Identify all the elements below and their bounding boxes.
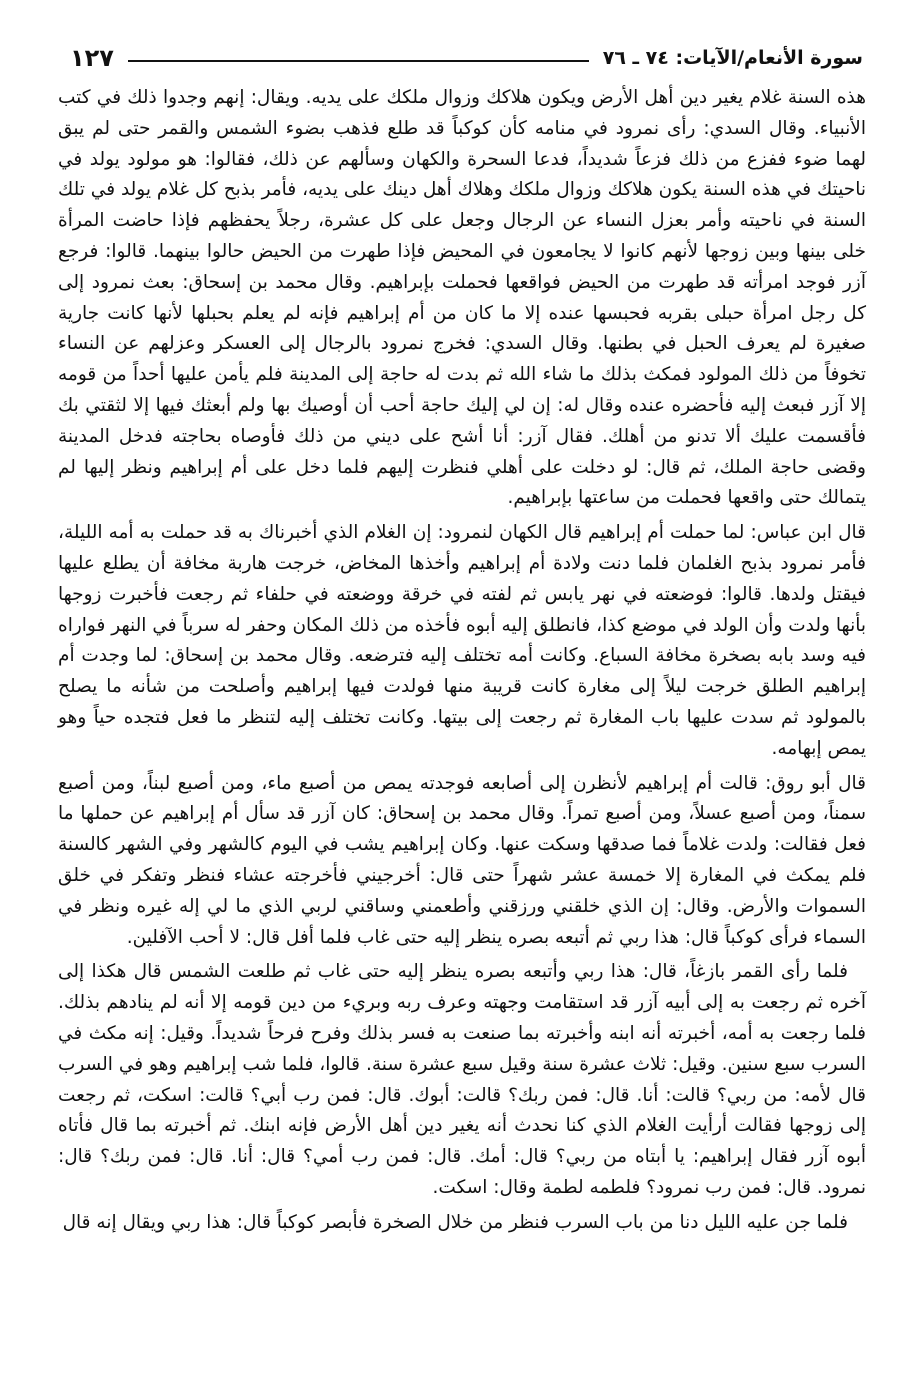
paragraph: هذه السنة غلام يغير دين أهل الأرض ويكون هلاكك وزوال ملكك على يديه. ويقال: إنهم وجدوا ذلك في كتب الأنبياء. وقال السدي: رأى نمرود في منامه كأن كوكباً قد طلع فذهب بضوء الشمس والقمر حتى لم يبق لهما ضوء ففزع من ذلك فزعاً شديداً، فدعا السحرة والكهان وسألهم عن ذلك، فقالوا: هو مولود يولد في ناحيتك في هذه السنة يكون هلاكك وزوال ملكك وهلاك أهل دينك على يديه، فأمر بذبح كل غلام يولد في تلك السنة في ناحيته وأمر بعزل النساء عن الرجال وجعل على كل عشرة، رجلاً يحفظهم فإذا حاضت المرأة خلى بينها وبين زوجها لأنهم كانوا لا يجامعون في المحيض فإذا طهرت من الحيض حالوا بينهما. قالوا: فرجع آزر فوجد امرأته قد طهرت من الحيض فواقعها فحملت بإبراهيم. وقال محمد بن إسحاق: بعث نمرود إلى كل رجل امرأة حبلى بقربه فحبسها عنده إلا ما كان من أم إبراهيم فإنه لم يعلم بحبلها لأنها كانت جارية صغيرة لم يعرف الحبل في بطنها. وقال السدي: فخرج نمرود بالرجال إلى العسكر وعزلهم عن النساء تخوفاً من ذلك المولود فمكث بذلك ما شاء الله ثم بدت له حاجة إلى المدينة فلم يأمن عليها أحداً من قومه إلا آزر فبعث إليه فأحضره عنده وقال له: إن لي إليك حاجة أحب أن أوصيك بها ولم أبعثك فيها إلا لثقتي بك فأقسمت عليك ألا تدنو من أهلك. فقال آزر: أنا أشح على ديني من ذلك فأوصاه بحاجته فدخل المدينة وقضى حاجة الملك، ثم قال: لو دخلت على أهلي فنظرت إليهم فلما دخل على أم إبراهيم ونظر إليها لم يتمالك حتى واقعها فحملت من ساعتها بإبراهيم. [58, 87, 866, 509]
paragraph: قال ابن عباس: لما حملت أم إبراهيم قال الكهان لنمرود: إن الغلام الذي أخبرناك به قد حملت به أمه الليلة، فأمر نمرود بذبح الغلمان فلما دنت ولادة أم إبراهيم وأخذها المخاض، خرجت هاربة مخافة أن يطلع عليها فيقتل ولدها. قالوا: فوضعته في نهر يابس ثم لفته في خرقة ووضعته في حلفاء ثم رجعت فأخبرت زوجها بأنها ولدت وأن الولد في موضع كذا، فانطلق إليه أبوه فأخذه من ذلك المكان وحفر له سرباً في النهر فواراه فيه وسد بابه بصخرة مخافة السباع. وكانت أمه تختلف إليه فترضعه. وقال محمد بن إسحاق: لما وجدت أم إبراهيم الطلق خرجت ليلاً إلى مغارة كانت قريبة منها فولدت فيها إبراهيم وأصلحت من شأنه ما يصلح بالمولود ثم سدت عليها باب المغارة ثم رجعت إلى بيتها. وكانت تختلف إليه لتنظر ما فعل فتجده حياً وهو يمص إبهامه. [58, 522, 866, 759]
page-body [58, 83, 866, 1238]
sura-title: سورة الأنعام/الآيات: ٧٤ ـ ٧٦ [602, 47, 863, 69]
header-divider [128, 60, 589, 62]
page-header [70, 38, 863, 78]
paragraph: قال أبو روق: قالت أم إبراهيم لأنظرن إلى أصابعه فوجدته يمص من أصبع ماء، ومن أصبع لبناً، ومن أصبع سمناً، ومن أصبع عسلاً، ومن أصبع تمراً. وقال محمد بن إسحاق: كان آزر قد سأل أم إبراهيم عن حملها ما فعل فقالت: ولدت غلاماً فما صدقها وسكت عنها. وكان إبراهيم يشب في اليوم كالشهر وفي الشهر كالسنة فلم يمكث في المغارة إلا خمسة عشر شهراً حتى قال: أخرجيني فأخرجته عشاء فنظر وتفكر في خلق السموات والأرض. وقال: إن الذي خلقني ورزقني وأطعمني وساقني لربي الذي ما لي إله غيره ونظر في السماء فرأى كوكباً قال: هذا ربي ثم أتبعه بصره ينظر إليه حتى غاب فلما أفل قال: لا أحب الآفلين. [58, 772, 866, 948]
page-number: ١٢٧ [70, 44, 114, 72]
paragraph: فلما جن عليه الليل دنا من باب السرب فنظر من خلال الصخرة فأبصر كوكباً قال: هذا ربي ويقال إنه قال [62, 1211, 848, 1233]
paragraph: فلما رأى القمر بازغاً، قال: هذا ربي وأتبعه بصره ينظر إليه حتى غاب ثم طلعت الشمس قال هكذا إلى آخره ثم رجعت به إلى أبيه آزر قد استقامت وجهته وعرف ربه وبريء من دين قومه إلا أنه لم ينادهم بذلك. فلما رجعت به أمه، أخبرته أنه ابنه وأخبرته بما صنعت به فسر بذلك وفرح فرحاً شديداً. وقيل: إنه مكث في السرب سبع سنين. وقيل: ثلاث عشرة سنة وقيل سبع عشرة سنة. قالوا، فلما شب إبراهيم وهو في السرب قال لأمه: من ربي؟ قالت: أنا. قال: فمن ربك؟ قالت: أبوك. قال: فمن رب أبي؟ قالت: اسكت، ثم رجعت إلى زوجها فقالت أرأيت الغلام الذي كنا نحدث أنه يغير دين أهل الأرض فإنه ابنك. ثم أخبرته بما قال فأتاه أبوه آزر فقال إبراهيم: يا أبتاه من ربي؟ قال: أمك. قال: فمن رب أمي؟ قال: أنا. قال: فمن ربك؟ قال: نمرود. قال: فمن رب نمرود؟ فلطمه لطمة وقال: اسكت. [58, 961, 866, 1198]
